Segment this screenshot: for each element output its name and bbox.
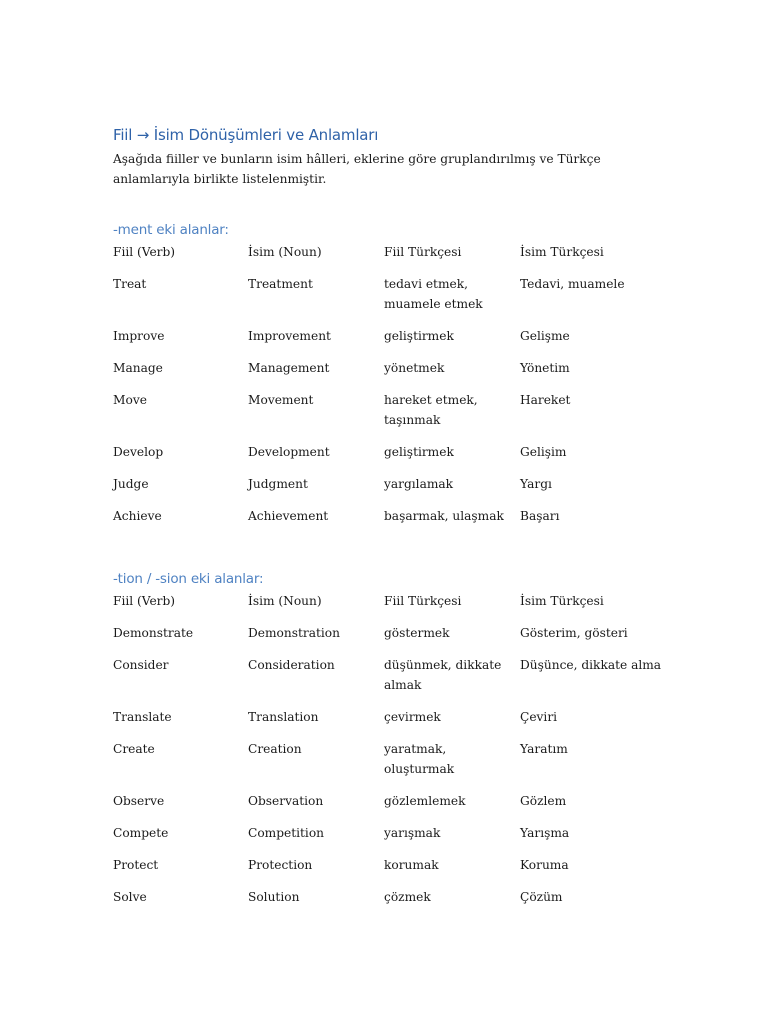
table-header-row — [113, 591, 673, 623]
column-header-verb: Fiil (Verb) — [113, 594, 176, 608]
verb-turkish-cell: geliştirmek — [384, 445, 454, 459]
noun-turkish-cell: Başarı — [520, 509, 560, 523]
verb-cell: Translate — [113, 710, 172, 724]
noun-turkish-cell: Yönetim — [520, 361, 570, 375]
noun-cell: Protection — [248, 858, 313, 872]
intro-paragraph: Aşağıda fiiller ve bunların isim hâlleri, eklerine göre gruplandırılmış ve Türkçe anlamlarıyla birlikte listelenmiştir. — [113, 152, 601, 186]
column-header-noun: İsim (Noun) — [248, 594, 322, 608]
column-header-noun-turkish: İsim Türkçesi — [520, 594, 604, 608]
noun-turkish-cell: Yargı — [520, 477, 552, 491]
noun-turkish-cell: Hareket — [520, 393, 571, 407]
noun-cell: Management — [248, 361, 330, 375]
verb-cell: Develop — [113, 445, 164, 459]
noun-turkish-cell: Çözüm — [520, 890, 563, 904]
verb-turkish-cell: yargılamak — [384, 477, 454, 491]
noun-turkish-cell: Gösterim, gösteri — [520, 626, 628, 640]
noun-cell: Translation — [248, 710, 319, 724]
noun-turkish-cell: Koruma — [520, 858, 569, 872]
noun-cell: Competition — [248, 826, 325, 840]
verb-turkish-cell: korumak — [384, 858, 439, 872]
verb-turkish-cell: yönetmek — [384, 361, 445, 375]
table-row — [113, 823, 673, 855]
table-row — [113, 442, 673, 474]
verb-cell: Demonstrate — [113, 626, 194, 640]
noun-cell: Improvement — [248, 329, 331, 343]
table-row — [113, 474, 673, 506]
table-row — [113, 506, 673, 526]
table-row — [113, 390, 673, 442]
noun-turkish-cell: Gözlem — [520, 794, 567, 808]
table-row — [113, 274, 673, 326]
verb-turkish-cell: gözlemlemek — [384, 794, 466, 808]
noun-cell: Solution — [248, 890, 300, 904]
verb-turkish-cell: hareket etmek, taşınmak — [384, 393, 478, 427]
verb-cell: Manage — [113, 361, 163, 375]
verb-cell: Compete — [113, 826, 169, 840]
document-title: Fiil → İsim Dönüşümleri ve Anlamları — [113, 126, 379, 144]
table-header-row — [113, 242, 673, 274]
verb-turkish-cell: çevirmek — [384, 710, 441, 724]
section-heading-tion-sion: -tion / -sion eki alanlar: — [113, 571, 264, 587]
verb-turkish-cell: çözmek — [384, 890, 431, 904]
verb-turkish-cell: tedavi etmek, muamele etmek — [384, 277, 483, 311]
table-row — [113, 791, 673, 823]
ment-table — [113, 242, 673, 526]
noun-cell: Achievement — [248, 509, 329, 523]
verb-turkish-cell: göstermek — [384, 626, 450, 640]
verb-turkish-cell: yarışmak — [384, 826, 441, 840]
verb-cell: Observe — [113, 794, 165, 808]
column-header-verb-turkish: Fiil Türkçesi — [384, 594, 462, 608]
noun-cell: Observation — [248, 794, 324, 808]
verb-cell: Treat — [113, 277, 147, 291]
table-row — [113, 855, 673, 887]
verb-turkish-cell: başarmak, ulaşmak — [384, 509, 504, 523]
table-row — [113, 739, 673, 791]
verb-cell: Improve — [113, 329, 165, 343]
column-header-verb: Fiil (Verb) — [113, 245, 176, 259]
noun-cell: Demonstration — [248, 626, 340, 640]
verb-cell: Solve — [113, 890, 147, 904]
noun-turkish-cell: Çeviri — [520, 710, 558, 724]
verb-cell: Consider — [113, 658, 169, 672]
column-header-noun-turkish: İsim Türkçesi — [520, 245, 604, 259]
table-row — [113, 887, 673, 907]
column-header-noun: İsim (Noun) — [248, 245, 322, 259]
verb-cell: Move — [113, 393, 147, 407]
verb-cell: Achieve — [113, 509, 162, 523]
table-row — [113, 655, 673, 707]
verb-cell: Create — [113, 742, 155, 756]
verb-cell: Protect — [113, 858, 159, 872]
noun-cell: Movement — [248, 393, 314, 407]
verb-turkish-cell: geliştirmek — [384, 329, 454, 343]
verb-turkish-cell: yaratmak, oluşturmak — [384, 742, 455, 776]
noun-turkish-cell: Tedavi, muamele — [520, 277, 625, 291]
noun-turkish-cell: Düşünce, dikkate alma — [520, 658, 662, 672]
table-row — [113, 707, 673, 739]
noun-cell: Judgment — [248, 477, 308, 491]
noun-cell: Consideration — [248, 658, 335, 672]
noun-cell: Creation — [248, 742, 302, 756]
noun-turkish-cell: Gelişim — [520, 445, 567, 459]
table-row — [113, 623, 673, 655]
verb-turkish-cell: düşünmek, dikkate almak — [384, 658, 502, 692]
noun-turkish-cell: Gelişme — [520, 329, 570, 343]
noun-cell: Treatment — [248, 277, 313, 291]
noun-cell: Development — [248, 445, 330, 459]
noun-turkish-cell: Yaratım — [520, 742, 568, 756]
column-header-verb-turkish: Fiil Türkçesi — [384, 245, 462, 259]
table-row — [113, 326, 673, 358]
table-row — [113, 358, 673, 390]
tion-sion-table — [113, 591, 673, 907]
verb-cell: Judge — [113, 477, 149, 491]
noun-turkish-cell: Yarışma — [520, 826, 570, 840]
section-heading-ment: -ment eki alanlar: — [113, 222, 229, 238]
